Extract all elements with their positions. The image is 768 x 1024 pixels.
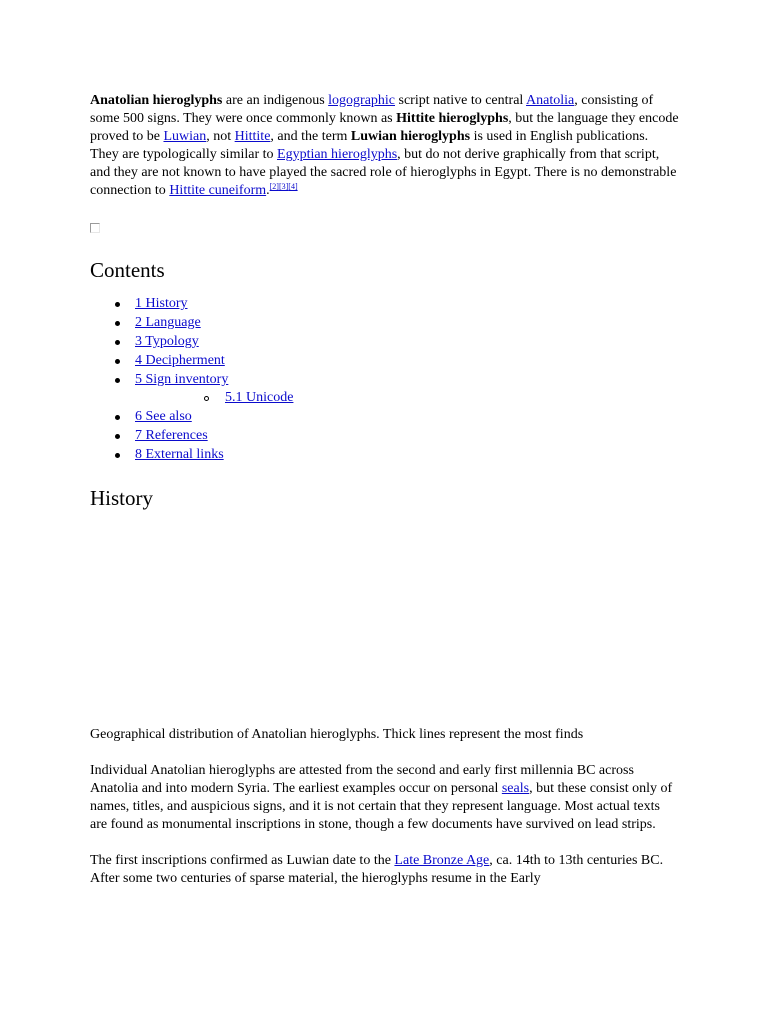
history-text: Individual Anatolian hieroglyphs are attested from the second and early first millennia BC across Anatolia and into modern Syria. The earliest examples occur on personal [90,763,634,796]
toc-item-see-also [90,408,680,427]
toc-item-references [90,427,680,446]
history-text: , but these consist only of names, titles, and auspicious signs, and it is not certain that they represent language. Most actual texts are found as monumental inscriptions in stone, though a few documents have survived on lead strips. [90,781,673,832]
history-heading: History [90,486,153,510]
toc-item-external-links [90,446,680,465]
intro-text: script native to central [395,93,527,108]
intro-text: is used in English publications. They are typologically similar to [90,129,649,162]
link-anatolia[interactable]: Anatolia [526,93,575,108]
toc-item-history [90,295,680,314]
toc-item-decipherment [90,352,680,371]
toc-link-external-links[interactable]: 8 External links [135,447,224,462]
toc-item-sign-inventory [90,371,680,408]
map-image-area [90,510,680,726]
contents-heading: Contents [90,258,165,282]
reference-4[interactable]: [4] [288,182,298,191]
broken-image-icon [90,223,100,233]
toc-link-see-also[interactable]: 6 See also [135,409,192,424]
toc-sublist [135,389,680,408]
map-caption: Geographical distribution of Anatolian hieroglyphs. Thick lines represent the most finds [90,727,584,742]
table-of-contents [90,295,680,465]
history-text: The first inscriptions confirmed as Luwian date to the [90,853,395,868]
reference-2[interactable]: [2] [269,182,279,191]
toc-item-language [90,314,680,333]
toc-subitem-unicode [135,389,680,408]
intro-paragraph [90,92,680,200]
reference-3[interactable]: [3] [278,182,289,191]
toc-link-sign-inventory[interactable]: 5 Sign inventory [135,372,229,387]
history-text: , ca. 14th to 13th centuries BC. After some two centuries of sparse material, the hieroglyphs resume in the Early [90,853,664,886]
toc-item-typology [90,333,680,352]
toc-link-decipherment[interactable]: 4 Decipherment [135,353,225,368]
toc-link-language[interactable]: 2 Language [135,315,201,330]
toc-link-unicode[interactable]: 5.1 Unicode [225,390,294,405]
term-luwian-hieroglyphs: Luwian hieroglyphs [350,129,471,144]
link-seals[interactable]: seals [501,781,530,796]
intro-text: . [266,183,270,198]
toc-link-references[interactable]: 7 References [135,428,208,443]
intro-text: are an indigenous [222,93,329,108]
intro-text: , not [206,129,235,144]
term-hittite-hieroglyphs: Hittite hieroglyphs [396,111,509,126]
link-logographic[interactable]: logographic [328,93,396,108]
link-hittite[interactable]: Hittite [234,129,271,144]
link-hittite-cuneiform[interactable]: Hittite cuneiform [169,183,267,198]
term-anatolian-hieroglyphs: Anatolian hieroglyphs [90,93,223,108]
intro-text: , but do not derive graphically from that script, and they are not known to have played the sacred role of hieroglyphs in Egypt. There is no demonstrable connection to [90,147,677,198]
article-body [90,92,680,888]
toc-link-history[interactable]: 1 History [135,296,188,311]
link-late-bronze-age[interactable]: Late Bronze Age [394,853,490,868]
intro-text: , consisting of some 500 signs. They were once commonly known as [90,93,654,126]
history-paragraph-2 [90,852,680,888]
toc-link-typology[interactable]: 3 Typology [135,334,199,349]
link-luwian[interactable]: Luwian [163,129,207,144]
history-paragraph-1 [90,762,680,834]
intro-text: , and the term [270,129,351,144]
link-egyptian-hieroglyphs[interactable]: Egyptian hieroglyphs [277,147,398,162]
intro-text: , but the language they encode proved to be [90,111,679,144]
